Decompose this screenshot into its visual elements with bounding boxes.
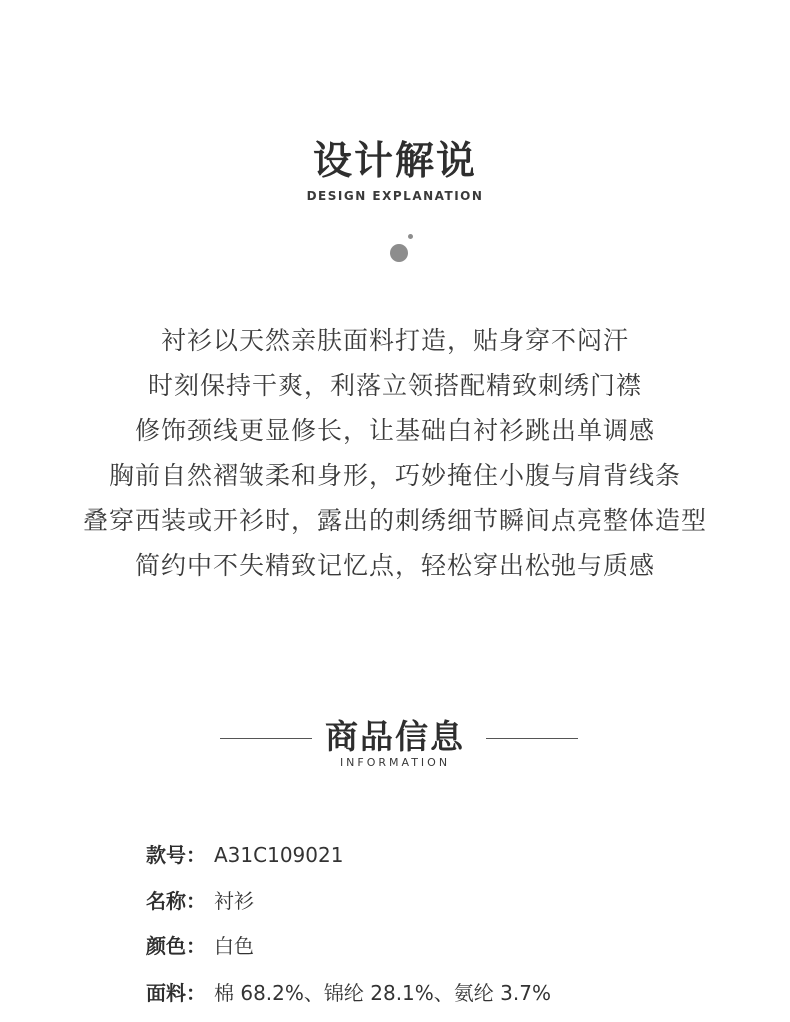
description-line: 衬衫以天然亲肤面料打造，贴身穿不闷汗 bbox=[160, 326, 629, 355]
spec-label: 款号： bbox=[146, 843, 206, 867]
description-line: 简约中不失精致记忆点，轻松穿出松弛与质感 bbox=[134, 551, 655, 580]
decorative-dot-small bbox=[408, 234, 413, 239]
design-section-subtitle: DESIGN EXPLANATION bbox=[306, 189, 484, 203]
info-section-title: 商品信息 bbox=[325, 717, 465, 756]
decorative-dot-large bbox=[390, 244, 408, 262]
spec-label: 名称： bbox=[146, 889, 206, 913]
spec-row-fabric bbox=[146, 979, 551, 1007]
spec-row-color bbox=[146, 932, 254, 960]
spec-value: 棉 68.2%、锦纶 28.1%、氨纶 3.7% bbox=[214, 981, 551, 1005]
spec-value: 白色 bbox=[214, 934, 254, 958]
spec-row-style-number bbox=[146, 841, 343, 869]
description-line: 修饰颈线更显修长，让基础白衬衫跳出单调感 bbox=[134, 416, 655, 445]
spec-label: 颜色： bbox=[146, 934, 206, 958]
title-divider-right bbox=[486, 738, 578, 739]
spec-value: 衬衫 bbox=[214, 889, 254, 913]
description-line: 胸前自然褶皱柔和身形，巧妙掩住小腹与肩背线条 bbox=[108, 461, 681, 490]
description-line: 时刻保持干爽，利落立领搭配精致刺绣门襟 bbox=[147, 371, 642, 400]
spec-value: A31C109021 bbox=[214, 843, 344, 867]
design-section-title: 设计解说 bbox=[312, 139, 477, 184]
info-section-subtitle: INFORMATION bbox=[339, 756, 451, 769]
spec-row-name bbox=[146, 887, 254, 915]
design-description bbox=[0, 318, 790, 588]
spec-label: 面料： bbox=[146, 981, 206, 1005]
description-line: 叠穿西装或开衫时，露出的刺绣细节瞬间点亮整体造型 bbox=[82, 506, 707, 535]
